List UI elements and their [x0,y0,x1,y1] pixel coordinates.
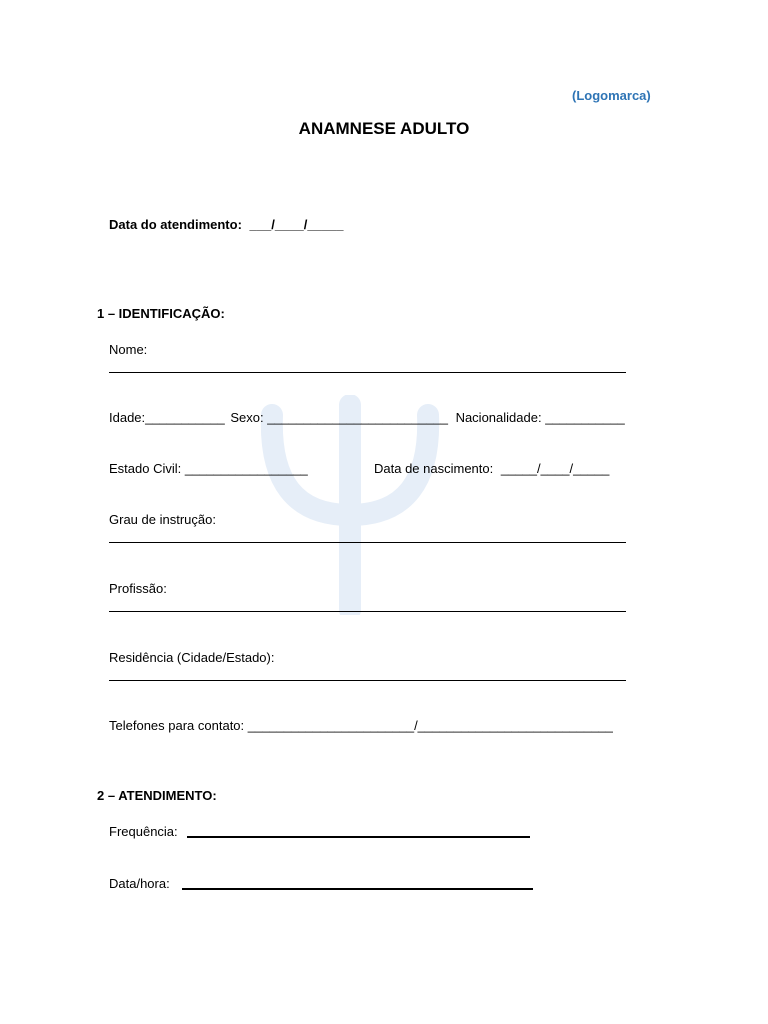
section-identification-heading: 1 – IDENTIFICAÇÃO: [97,306,225,321]
name-input-line[interactable] [109,372,626,373]
sex-blank[interactable]: _________________________ [267,410,448,425]
birth-date-label: Data de nascimento: [374,461,494,476]
name-label: Nome: [109,342,148,357]
marital-status-field[interactable] [109,461,308,476]
datetime-input-line[interactable] [182,888,533,890]
marital-status-blank[interactable]: _________________ [184,461,308,476]
service-date-label: Data do atendimento: [109,217,242,232]
page-title: ANAMNESE ADULTO [298,119,470,138]
service-date-blank: ___/____/_____ [249,217,344,232]
phones-label: Telefones para contato: [109,718,245,733]
education-input-line[interactable] [109,542,626,543]
section-attendance-heading: 2 – ATENDIMENTO: [97,788,217,803]
nationality-blank[interactable]: ___________ [545,410,625,425]
sex-label: Sexo: [230,410,264,425]
marital-status-label: Estado Civil: [109,461,182,476]
age-blank[interactable]: ___________ [145,410,225,425]
residence-label: Residência (Cidade/Estado): [109,650,275,665]
education-label: Grau de instrução: [109,512,216,527]
residence-input-line[interactable] [109,680,626,681]
nationality-label: Nacionalidade: [455,410,542,425]
birth-date-field[interactable] [374,461,609,476]
frequency-input-line[interactable] [187,836,530,838]
age-label: Idade: [109,410,146,425]
logo-placeholder: (Logomarca) [572,88,651,103]
age-sex-nationality-row[interactable] [109,410,625,425]
psi-watermark-icon [250,395,450,615]
frequency-label: Frequência: [109,824,178,839]
profession-label: Profissão: [109,581,167,596]
service-date-field[interactable] [109,217,344,232]
profession-input-line[interactable] [109,611,626,612]
phones-field[interactable] [109,718,613,733]
datetime-label: Data/hora: [109,876,170,891]
birth-date-blank[interactable]: _____/____/_____ [500,461,610,476]
phones-blank[interactable]: _______________________/___________________________ [247,718,613,733]
